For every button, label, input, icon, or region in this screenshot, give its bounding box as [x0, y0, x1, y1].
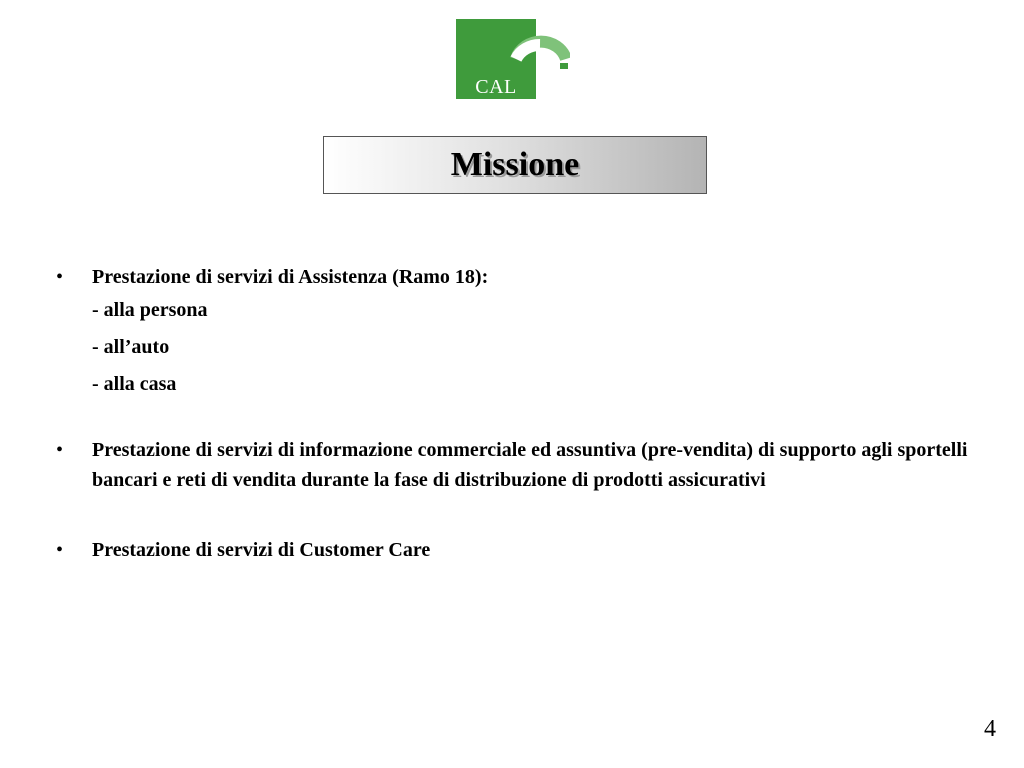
- slide-title-box: [323, 136, 707, 194]
- bullet-text: Prestazione di servizi di informazione commerciale ed assuntiva (pre-vendita) di supporto agli sportelli bancari e reti di vendita durante la fase di distribuzione di prodotti assicurativi: [92, 439, 968, 491]
- bullet-icon: •: [56, 266, 64, 288]
- sub-item: - alla persona: [92, 299, 208, 321]
- company-logo: [456, 19, 570, 99]
- sub-item: - alla casa: [92, 373, 177, 395]
- bullet-text: Prestazione di servizi di Customer Care: [92, 539, 431, 561]
- bullet-item: [56, 535, 976, 565]
- bullet-icon: •: [56, 439, 64, 461]
- bullet-item: [56, 435, 976, 495]
- slide-title: Missione: [450, 146, 580, 183]
- slide-content: [56, 262, 976, 565]
- bullet-text: Prestazione di servizi di Assistenza (Ramo 18):: [92, 266, 489, 288]
- bullet-item: [56, 262, 976, 292]
- bullet-icon: •: [56, 539, 64, 561]
- sub-item: - all’auto: [92, 336, 170, 358]
- logo-text: CAL: [475, 76, 517, 98]
- page-number: 4: [984, 716, 996, 742]
